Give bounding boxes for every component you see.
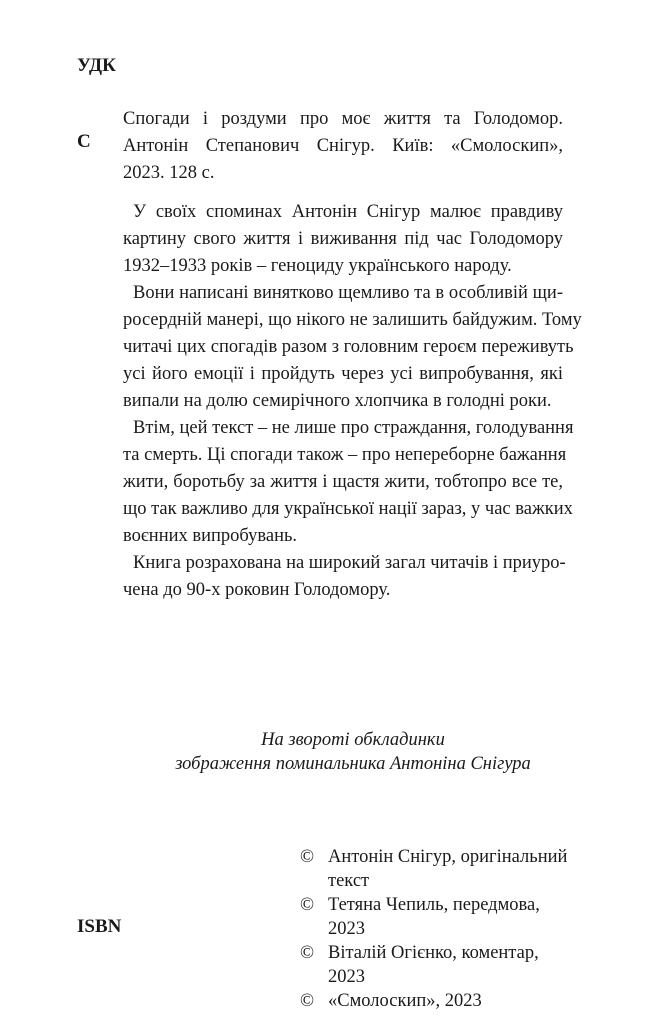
bib-line: Антонін Степанович Снігур. Київ: «Смолоскип»,: [123, 136, 563, 156]
copyright-text: Антонін Снігур, оригінальний текст: [328, 847, 568, 891]
copyright-icon: ©: [300, 895, 315, 915]
annotation: [123, 199, 582, 604]
annotation-line: У своїх споминах Антонін Снігур малює правдиву: [133, 202, 563, 222]
copyright-icon: ©: [300, 847, 315, 867]
bibliographic-entry: [123, 106, 563, 187]
cover-note-line: зображення поминальника Антоніна Снігура: [175, 754, 531, 774]
copyright-row: [300, 893, 570, 941]
annotation-line: 1932–1933 років – геноциду українського народу.: [123, 256, 512, 276]
annotation-line: картину свого життя і виживання під час Голодомору: [123, 229, 563, 249]
annotation-line: жити, боротьбу за життя і щастя жити, тобтопро все те,: [123, 472, 563, 492]
catalog-letter: С: [77, 131, 91, 152]
copyright-icon: ©: [300, 991, 315, 1011]
annotation-line: та смерть. Ці спогади також – про непереборне бажання: [123, 445, 567, 465]
isbn-label: ISBN: [77, 916, 122, 937]
annotation-line: читачі цих спогадів разом з головним героєм переживуть: [123, 337, 574, 357]
cover-note: [123, 728, 583, 776]
annotation-line: усі його емоції і пройдуть через усі випробування, які: [123, 364, 563, 384]
copyright-text: «Смолоскип», 2023: [328, 991, 482, 1011]
annotation-line: чена до 90-х роковин Голодомору.: [123, 580, 391, 600]
cover-note-line: На звороті обкладинки: [261, 730, 445, 750]
annotation-line: росердній манері, що нікого не залишить байдужим. Тому: [123, 310, 582, 330]
annotation-line: Книга розрахована на широкий загал читачів і приуро-: [133, 553, 566, 573]
copyright-block: [300, 845, 570, 1013]
annotation-paragraph: [123, 415, 574, 550]
copyright-text: Тетяна Чепиль, передмова, 2023: [328, 895, 540, 939]
annotation-line: що так важливо для української нації зараз, у час важких: [123, 499, 573, 519]
bib-line: Спогади і роздуми про моє життя та Голодомор.: [123, 109, 563, 129]
annotation-line: випали на долю семирічного хлопчика в голодні роки.: [123, 391, 552, 411]
annotation-paragraph: [123, 280, 582, 415]
copyright-row: [300, 845, 570, 893]
copyright-icon: ©: [300, 943, 315, 963]
annotation-line: Вони написані винятково щемливо та в особливій щи-: [133, 283, 563, 303]
bib-line: 2023. 128 с.: [123, 163, 215, 183]
copyright-row: [300, 989, 570, 1013]
annotation-paragraph: [123, 550, 566, 604]
copyright-row: [300, 941, 570, 989]
annotation-paragraph: [123, 199, 563, 280]
annotation-line: воєнних випробувань.: [123, 526, 298, 546]
annotation-line: Втім, цей текст – не лише про страждання, голодування: [133, 418, 574, 438]
udk-label: УДК: [77, 55, 116, 76]
copyright-text: Віталій Огієнко, коментар, 2023: [328, 943, 539, 987]
